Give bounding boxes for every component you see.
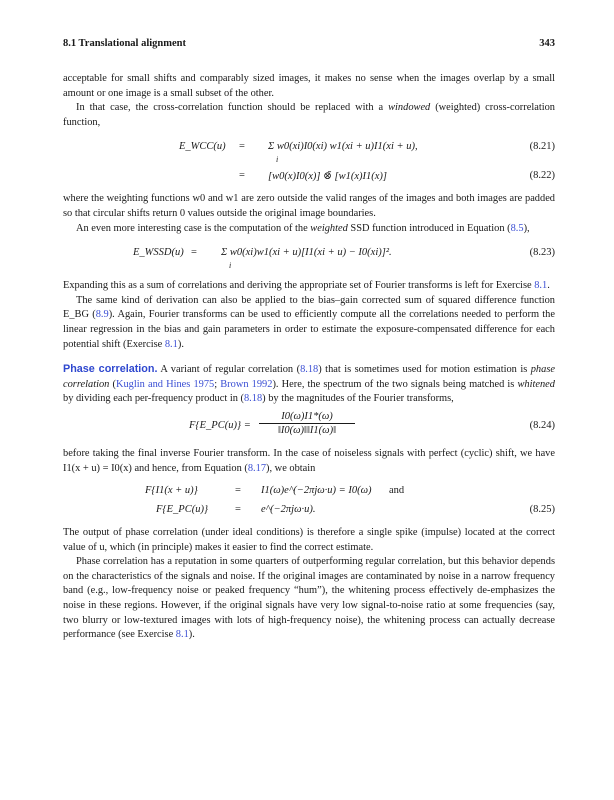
paragraph-phase-correlation: Phase correlation. A variant of regular correlation (8.18) that is sometimes used for motion estimation is phase correlation (Kuglin and Hines 1975; Brown 1992). Here, the spectrum of the two signals being matched is whitened by dividing each per-frequency product in (8.18) by the magnitudes of the Fourier transforms, (63, 363, 555, 405)
eq825a-lhs: F{I1(x + u)} (145, 485, 198, 497)
eq821-lhs: E_WCC(u) (179, 141, 226, 153)
emphasis-phase-correlation: phase correlation (63, 364, 555, 390)
eq824-denominator: ‖I0(ω)‖‖I1(ω)‖ (277, 424, 337, 436)
running-header (63, 38, 555, 72)
eq821-number: (8.21) (529, 141, 555, 153)
eq823-rhs: Σ w0(xi)w1(xi + u)[I1(xi + u) − I0(xi)]². (221, 247, 392, 259)
eq821-sub: i (276, 155, 279, 165)
ref-8-5[interactable]: 8.5 (510, 222, 524, 234)
eq824-numerator: I0(ω)I1*(ω) (281, 410, 333, 422)
equation-8-21 (63, 138, 555, 157)
eq823-sub: i (229, 261, 232, 271)
ref-exercise-8-1b[interactable]: 8.1 (164, 338, 178, 350)
equation-8-22 (63, 167, 555, 186)
eq822-number: (8.22) (529, 170, 555, 182)
eq822-rhs: [w0(x)I0(x)] ⊗̄ [w1(x)I1(x)] (268, 171, 388, 183)
emphasis-weighted: weighted (310, 222, 348, 234)
paragraph-8: The output of phase correlation (under ideal conditions) is therefore a single spike (impulse) located at the correct value of u, which (in principle) makes it easier to find the correct estimate. (63, 527, 555, 553)
eq825a-eq: = (235, 485, 241, 497)
paragraph-4: An even more interesting case is the computation of the weighted SSD function introduced in Equation (8.5), (76, 222, 530, 234)
page-number: 343 (539, 38, 555, 49)
equation-8-25a (63, 482, 555, 501)
subsection-title: Phase correlation. (63, 363, 158, 376)
paragraph-7: before taking the final inverse Fourier transform. In the case of noiseless signals with perfect (cyclic) shift, we have I1(x + u) = I0(x) and hence, from Equation (8.17), we obtain (63, 447, 555, 474)
eq824-number: (8.24) (529, 419, 555, 431)
ref-8-9[interactable]: 8.9 (95, 309, 109, 321)
paragraph-1: acceptable for small shifts and comparably sized images, it makes no sense when the images overlap by a small amount or one image is a small subset of the other. (63, 73, 555, 99)
equation-8-25b (63, 501, 555, 520)
emphasis-windowed: windowed (388, 102, 431, 114)
paragraph-2: In that case, the cross-correlation function should be replaced with a windowed (weighted) cross-correlation function, (63, 102, 555, 128)
page (63, 38, 555, 643)
ref-8-18[interactable]: 8.18 (300, 364, 319, 376)
eq824-fraction (259, 411, 355, 436)
paragraph-9: Phase correlation has a reputation in some quarters of outperforming regular correlation, but this behavior depends on the characteristics of the signals and noise. If the original images are contaminated by noise in a narrow frequency band (e.g., low-frequency noise or peaked frequency “hum”), the whitening process effectively de-emphasizes the noise in these regions. However, if the original signals have very low signal-to-noise ratio at some frequencies (say, two blurry or low-textured images with lots of high-frequency noise), the whitening process can actually decrease performance (see Exercise 8.1). (63, 556, 555, 641)
eq825b-number: (8.25) (529, 504, 555, 516)
paragraph-6: The same kind of derivation can also be applied to the bias–gain corrected sum of squared difference function E_BG (8.9). Again, Fourier transforms can be used to efficiently compute all the correlations needed to perform the linear regression in the bias and gain parameters in order to estimate the exposure-compensated difference for each potential shift (Exercise 8.1). (63, 294, 555, 350)
ref-8-18b[interactable]: 8.18 (243, 393, 263, 405)
ref-exercise-8-1[interactable]: 8.1 (534, 280, 548, 292)
eq821-eq: = (239, 141, 245, 153)
ref-exercise-8-1c[interactable]: 8.1 (175, 629, 189, 641)
eq825a-and: and (389, 485, 405, 497)
section-title: 8.1 Translational alignment (63, 38, 187, 49)
eq823-lhs: E_WSSD(u) (133, 247, 184, 259)
eq825b-lhs: F{E_PC(u)} (156, 504, 209, 516)
equation-8-24 (63, 411, 555, 441)
eq823-eq: = (191, 247, 197, 259)
eq821-rhs: Σ w0(xi)I0(xi) w1(xi + u)I1(xi + u), (268, 141, 418, 153)
equation-8-23 (63, 244, 555, 263)
eq825b-eq: = (235, 504, 241, 516)
eq825b-rhs: e^(−2πjω·u). (261, 504, 316, 516)
emphasis-whitened: whitened (517, 378, 555, 390)
eq825a-rhs: I1(ω)e^(−2πjω·u) = I0(ω) (261, 485, 372, 497)
eq822-eq: = (239, 170, 245, 182)
cite-kuglin-hines[interactable]: Kuglin and Hines 1975 (115, 378, 215, 390)
cite-brown[interactable]: Brown 1992 (220, 378, 273, 390)
eq823-number: (8.23) (529, 247, 555, 259)
eq824-lhs: F{E_PC(u)} = (189, 419, 251, 431)
ref-8-17[interactable]: 8.17 (247, 462, 267, 474)
paragraph-5: Expanding this as a sum of correlations and deriving the appropriate set of Fourier transforms is left for Exercise 8.1. (63, 280, 550, 292)
paragraph-3: where the weighting functions w0 and w1 are zero outside the valid ranges of the images and both images are padded so that circular shifts return 0 values outside the original image boundaries. (63, 193, 555, 219)
